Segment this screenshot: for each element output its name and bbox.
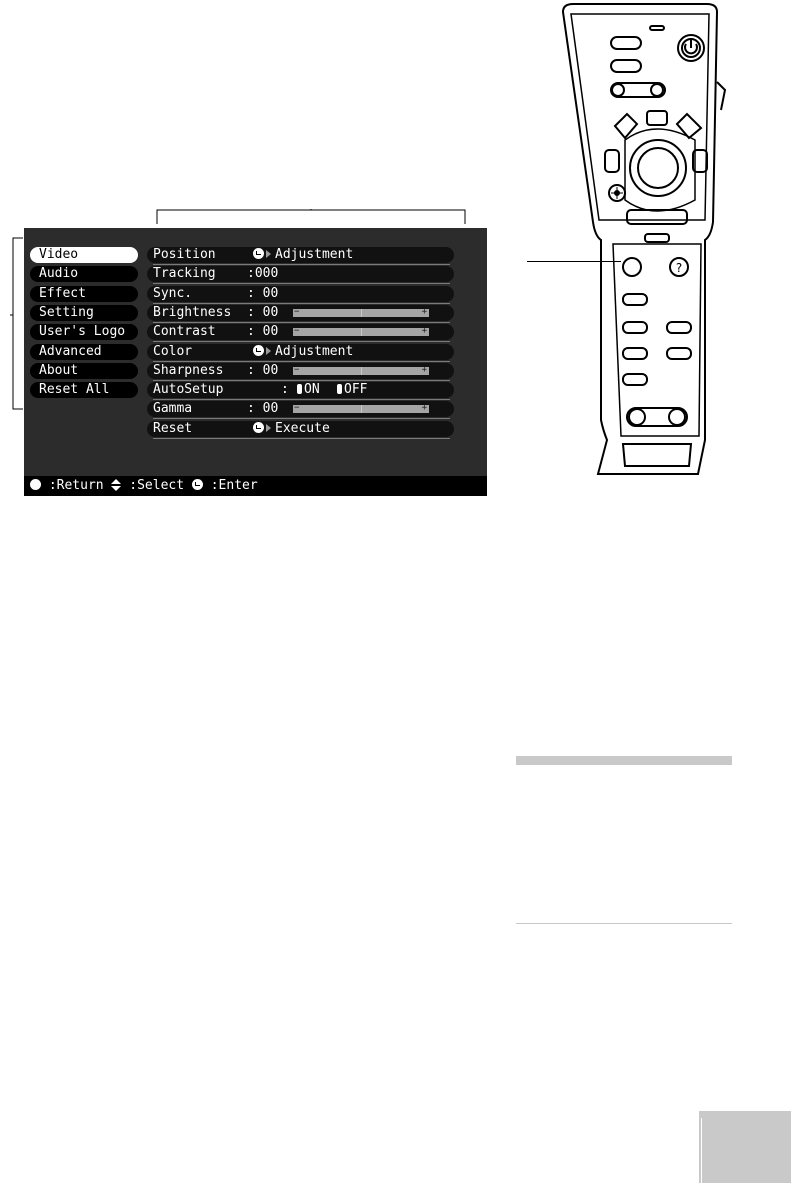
setting-value: : 00 [247,324,279,340]
select-label: :Select [129,478,185,493]
setting-action[interactable] [253,421,330,437]
setting-label: Brightness [153,304,232,320]
sidebar-rule-top [516,756,732,765]
setting-value: : 00 [247,362,279,378]
enter-icon [253,248,264,259]
setting-row-brightness[interactable] [147,305,454,321]
setting-value: : 00 [247,401,279,417]
minus-icon: − [294,306,300,317]
page-tab-divider [701,1118,702,1183]
setting-label: Tracking [153,266,216,282]
esc-icon [30,479,41,490]
menu-item-reset-all[interactable]: Reset All [30,382,138,398]
arrow-right-icon [266,424,271,432]
help-icon: ? [675,261,683,275]
setting-value: : 00 [247,304,279,320]
menu-item-about[interactable]: About [30,363,138,379]
setting-slider[interactable] [293,328,429,336]
setting-label: Contrast [153,324,216,340]
arrow-right-icon [266,347,271,355]
setting-row-autosetup[interactable] [147,382,454,398]
enter-icon [192,479,203,490]
setting-slider[interactable] [293,306,429,317]
setting-row-reset[interactable] [147,421,454,437]
setting-value: :000 [247,266,279,282]
setting-row-sharpness[interactable] [147,363,454,379]
page-tab [699,1111,791,1183]
setting-action[interactable] [253,344,353,360]
setting-row-sync-[interactable] [147,286,454,302]
menu-item-setting[interactable]: Setting [30,305,138,321]
setting-slider[interactable] [293,405,429,413]
setting-action[interactable] [253,247,353,263]
enter-icon [253,422,264,433]
up-down-icon [111,479,121,491]
setting-row-tracking[interactable] [147,266,454,282]
status-bar [24,476,487,496]
toggle-off-label: OFF [344,382,368,398]
setting-label: Sharpness [153,362,224,378]
sidebar-rule-bottom [516,923,732,924]
enter-label: :Enter [210,478,258,493]
toggle-on-option[interactable] [297,382,320,398]
arrow-right-icon [266,250,271,258]
osd-menu [24,228,487,496]
setting-value: : [281,382,289,398]
minus-icon: − [294,364,300,375]
setting-value: Adjustment [275,343,354,359]
setting-label: Position [153,247,216,262]
toggle-on-label: ON [304,382,320,398]
setting-label: AutoSetup [153,382,224,398]
plus-icon: + [421,364,427,375]
menu-item-advanced[interactable]: Advanced [30,344,138,360]
setting-label: Sync. [153,285,193,301]
plus-icon: + [421,326,427,337]
menu-item-effect[interactable]: Effect [30,286,138,302]
setting-row-contrast[interactable] [147,324,454,340]
setting-value: Execute [275,420,330,436]
setting-label: Gamma [153,401,193,417]
return-label: :Return [48,478,104,493]
menu-item-audio[interactable]: Audio [30,266,138,282]
setting-label: Reset [153,420,193,436]
toggle-off-option[interactable] [337,382,367,398]
setting-row-gamma[interactable] [147,401,454,417]
setting-row-color[interactable] [147,344,454,360]
plus-icon: + [421,403,427,414]
setting-value: Adjustment [275,247,354,262]
minus-icon: − [294,326,300,337]
setting-label: Color [153,343,193,359]
setting-slider[interactable] [293,364,429,375]
setting-row-position[interactable] [147,247,454,263]
plus-icon: + [421,306,427,317]
menu-bracket-left [10,237,24,410]
menu-bracket-top [156,209,466,225]
callout-line [527,261,621,262]
minus-icon: − [294,403,300,414]
setting-value: : 00 [247,285,279,301]
menu-item-user-s-logo[interactable]: User's Logo [30,324,138,340]
enter-icon [253,345,264,356]
remote-control [555,0,735,480]
menu-item-video[interactable]: Video [30,247,138,263]
